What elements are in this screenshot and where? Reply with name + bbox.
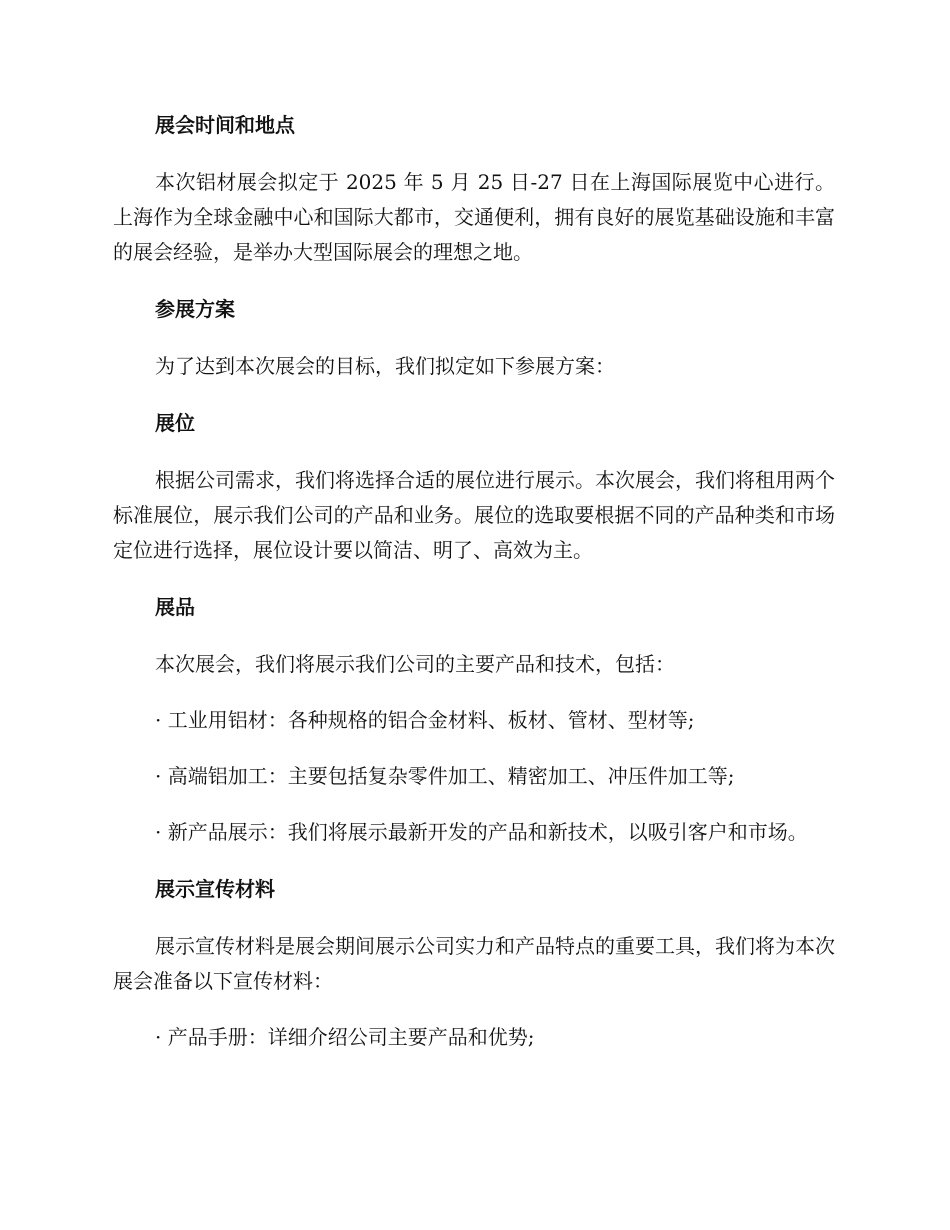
paragraph-exhibition-plan: 为了达到本次展会的目标，我们拟定如下参展方案： <box>155 354 615 378</box>
section-heading-exhibition-plan: 参展方案 <box>155 297 235 321</box>
section-heading-booth: 展位 <box>155 411 195 435</box>
list-item: · 产品手册：详细介绍公司主要产品和优势; <box>155 1025 535 1049</box>
paragraph-exhibits: 本次展会，我们将展示我们公司的主要产品和技术，包括： <box>155 652 675 676</box>
list-item: · 高端铝加工：主要包括复杂零件加工、精密加工、冲压件加工等; <box>155 764 735 788</box>
paragraph-booth: 根据公司需求，我们将选择合适的展位进行展示。本次展会，我们将租用两个标准展位，展示我们公司的产品和业务。展位的选取要根据不同的产品种类和市场定位进行选择，展位设计要以简洁、明了、高效为主。 <box>113 468 835 562</box>
paragraph-time-location: 本次铝材展会拟定于 2025 年 5 月 25 日-27 日在上海国际展览中心进行。上海作为全球金融中心和国际大都市，交通便利，拥有良好的展览基础设施和丰富的展会经验，是举办大型国际展会的理想之地。 <box>113 170 835 264</box>
list-item: · 新产品展示：我们将展示最新开发的产品和新技术，以吸引客户和市场。 <box>155 820 808 844</box>
section-heading-promo-materials: 展示宣传材料 <box>155 877 275 901</box>
section-heading-exhibits: 展品 <box>155 595 195 619</box>
paragraph-promo-materials: 展示宣传材料是展会期间展示公司实力和产品特点的重要工具，我们将为本次展会准备以下宣传材料： <box>113 934 835 993</box>
document-page <box>113 107 835 1076</box>
section-heading-time-location: 展会时间和地点 <box>155 113 295 137</box>
list-item: · 工业用铝材：各种规格的铝合金材料、板材、管材、型材等; <box>155 708 695 732</box>
